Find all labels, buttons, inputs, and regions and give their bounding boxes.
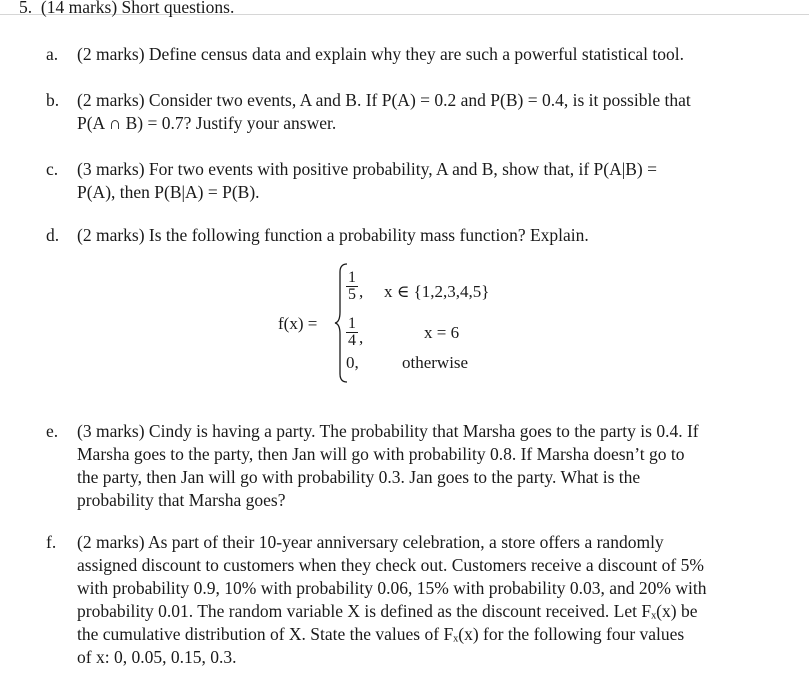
part-e-line-4: probability that Marsha goes? <box>77 490 286 510</box>
question-title: (14 marks) Short questions. <box>40 0 235 17</box>
part-e-text <box>77 420 737 512</box>
part-b-label: b. <box>46 90 60 110</box>
part-c-label: c. <box>46 159 59 179</box>
part-d <box>46 224 746 247</box>
part-a-line-1: (2 marks) Define census data and explain why they are such a powerful statistical tool. <box>77 44 684 64</box>
part-c-text <box>77 158 737 204</box>
part-e-label: e. <box>46 421 59 441</box>
part-f-line-1: (2 marks) As part of their 10-year anniversary celebration, a store offers a randomly <box>77 532 664 552</box>
question-number: 5. <box>19 0 33 17</box>
pmf-case2-cond: x = 6 <box>424 323 460 342</box>
part-e-line-2: Marsha goes to the party, then Jan will go with probability 0.8. If Marsha doesn’t go to <box>77 444 685 464</box>
part-c <box>46 158 746 204</box>
pmf-case2-numerator: 1 <box>348 315 356 332</box>
pmf-case1-denominator: 5 <box>348 286 356 303</box>
pmf-case3-cond: otherwise <box>402 353 469 372</box>
part-f-text <box>77 531 737 669</box>
part-b-line-1: (2 marks) Consider two events, A and B. If P(A) = 0.2 and P(B) = 0.4, is it possible that <box>77 90 691 110</box>
part-f-line-3: with probability 0.9, 10% with probability 0.06, 15% with probability 0.03, and 20% with <box>77 578 707 598</box>
pmf-lhs: f(x) = <box>278 314 318 333</box>
part-e-line-1: (3 marks) Cindy is having a party. The probability that Marsha goes to the party is 0.4. If <box>77 421 699 441</box>
part-d-line-1: (2 marks) Is the following function a probability mass function? Explain. <box>77 225 589 245</box>
part-b-line-2: P(A ∩ B) = 0.7? Justify your answer. <box>77 113 337 133</box>
part-a-label: a. <box>46 44 59 64</box>
question-header <box>19 0 234 18</box>
part-b <box>46 89 746 135</box>
part-f-line-4: probability 0.01. The random variable X is defined as the discount received. Let Fₓ(x) be <box>77 601 698 621</box>
part-a-text <box>77 43 737 66</box>
part-d-label: d. <box>46 225 60 245</box>
pmf-case3-value: 0, <box>346 353 359 372</box>
part-b-text <box>77 89 737 135</box>
part-c-line-2: P(A), then P(B|A) = P(B). <box>77 182 260 202</box>
part-f-line-5: the cumulative distribution of X. State the values of Fₓ(x) for the following four values <box>77 624 685 644</box>
part-f-label: f. <box>46 532 57 552</box>
pmf-case1-numerator: 1 <box>348 269 356 286</box>
part-d-text <box>77 224 737 247</box>
part-e-line-3: the party, then Jan will go with probability 0.3. Jan goes to the party. What is the <box>77 467 641 487</box>
part-f-line-2: assigned discount to customers when they check out. Customers receive a discount of 5% <box>77 555 704 575</box>
part-a <box>46 43 746 66</box>
pmf-case2-fraction <box>346 316 358 349</box>
part-f-line-6: of x: 0, 0.05, 0.15, 0.3. <box>77 647 237 667</box>
pmf-case1-fraction <box>346 270 358 303</box>
part-c-line-1: (3 marks) For two events with positive probability, A and B, show that, if P(A|B) = <box>77 159 657 179</box>
pmf-case1-cond: x ∈ {1,2,3,4,5} <box>384 282 490 301</box>
pmf-case1-sep: , <box>359 282 364 301</box>
part-e <box>46 420 746 512</box>
part-f <box>46 531 746 669</box>
pmf-case2-sep: , <box>359 328 364 347</box>
pmf-case2-denominator: 4 <box>348 332 356 349</box>
